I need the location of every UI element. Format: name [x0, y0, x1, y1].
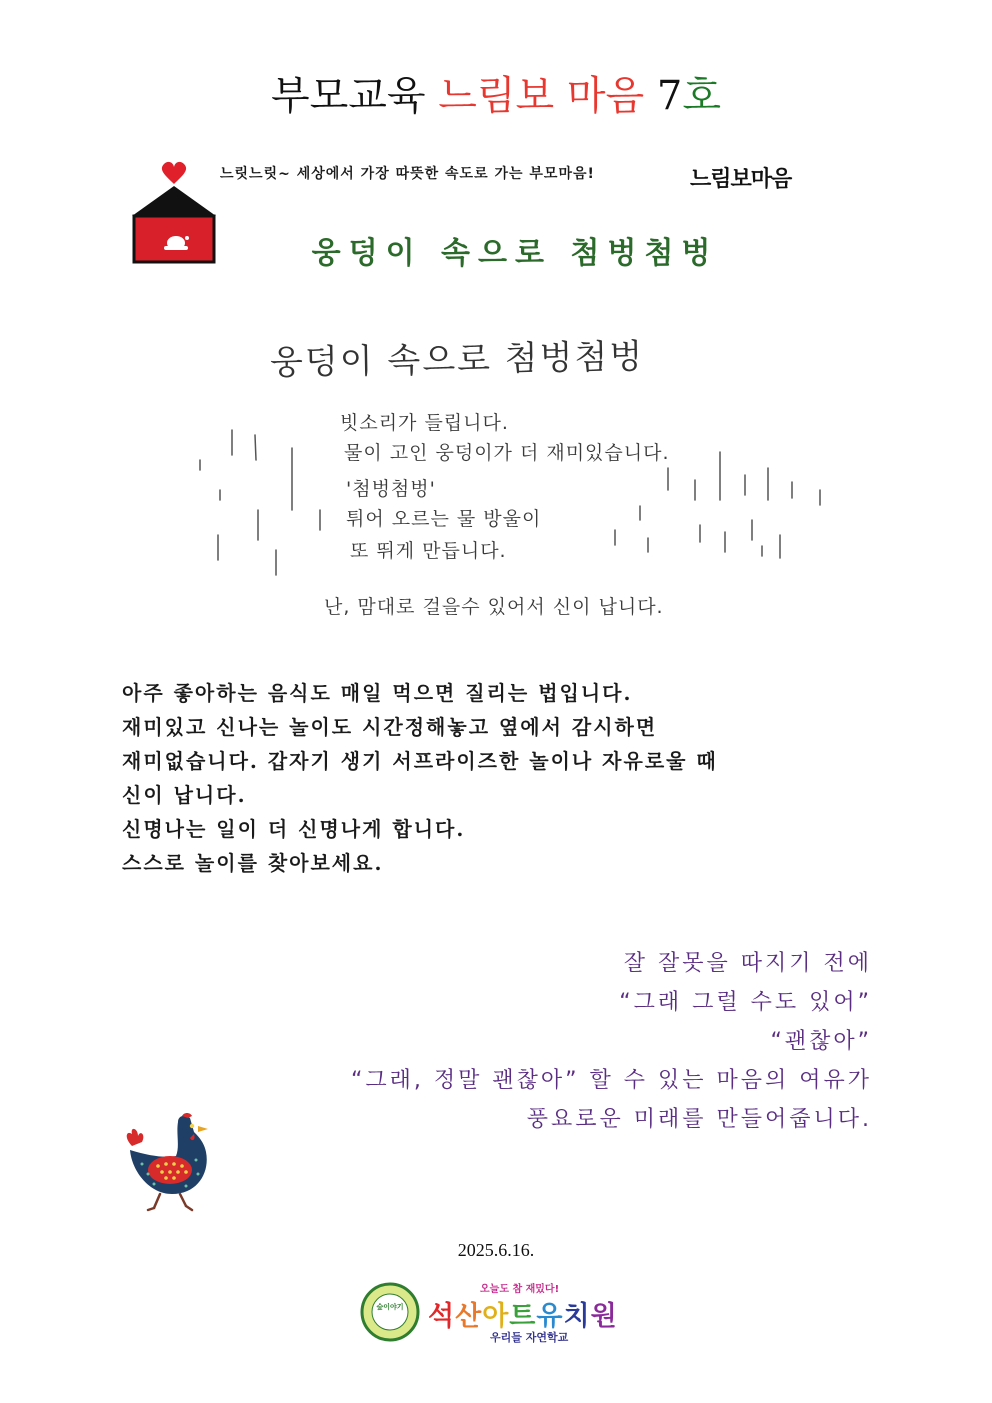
closing-line: 잘 잘못을 따지기 전에	[623, 951, 872, 976]
heart-icon	[162, 162, 186, 184]
body-line: 신이 납니다.	[122, 783, 247, 807]
seal-text: 숲이야기	[376, 1303, 404, 1311]
closing-line: “괜찮아”	[770, 1029, 872, 1054]
body-line: 스스로 놀이를 찾아보세요.	[122, 851, 384, 875]
school-subname: 우리들 자연학교	[490, 1331, 569, 1344]
issue-date: 2025.6.16.	[457, 1240, 535, 1260]
chicken-illustration	[120, 1112, 220, 1214]
tagline: 느릿느릿~ 세상에서 가장 따뜻한 속도로 가는 부모마음!	[220, 166, 595, 182]
title-part-4: 호	[682, 73, 721, 119]
school-slogan: 오늘도 참 재밌다!	[480, 1284, 560, 1295]
closing-message	[172, 944, 872, 1139]
body-line: 재미없습니다. 갑자기 생기 서프라이즈한 놀이나 자유로울 때	[122, 749, 718, 773]
school-name-char: 원	[590, 1301, 618, 1332]
page-title	[0, 70, 992, 122]
school-name-char: 아	[482, 1301, 510, 1332]
school-name-char: 산	[455, 1301, 483, 1332]
closing-line: “그래 그럴 수도 있어”	[619, 990, 872, 1015]
title-part-1: 부모교육	[270, 73, 426, 119]
closing-line: “그래, 정말 괜찮아” 할 수 있는 마음의 여유가	[350, 1068, 872, 1093]
body-line: 재미있고 신나는 놀이도 시간정해놓고 옆에서 감시하면	[122, 715, 658, 739]
body-text	[122, 676, 882, 880]
poem-title: 웅덩이 속으로 첨벙첨벙	[269, 336, 645, 384]
school-name	[428, 1294, 618, 1333]
issue-title: 웅덩이 속으로 첨벙첨벙	[311, 236, 719, 271]
closing-line: 풍요로운 미래를 만들어줍니다.	[526, 1107, 872, 1132]
poem-line: 또 뛰게 만듭니다.	[350, 540, 507, 562]
house-logo	[130, 158, 218, 266]
title-part-3: 7	[656, 73, 683, 119]
school-name-char: 치	[563, 1301, 591, 1332]
body-line: 아주 좋아하는 음식도 매일 먹으면 질리는 법입니다.	[122, 681, 633, 705]
poem-line: '첨벙첨벙'	[346, 478, 436, 500]
school-name-char: 트	[509, 1301, 537, 1332]
title-part-2: 느림보 마음	[438, 73, 645, 119]
poem-line: 빗소리가 들립니다.	[340, 412, 509, 434]
poem-line: 난, 맘대로 걸을수 있어서 신이 납니다.	[324, 596, 664, 618]
brand-name: 느림보마음	[690, 167, 792, 192]
school-seal	[360, 1282, 420, 1342]
poem-line: 튀어 오르는 물 방울이	[346, 508, 542, 530]
poem-line: 물이 고인 웅덩이가 더 재미있습니다.	[344, 442, 670, 464]
body-line: 신명나는 일이 더 신명나게 합니다.	[122, 817, 466, 841]
school-name-char: 유	[536, 1301, 564, 1332]
school-name-char: 석	[428, 1301, 456, 1332]
